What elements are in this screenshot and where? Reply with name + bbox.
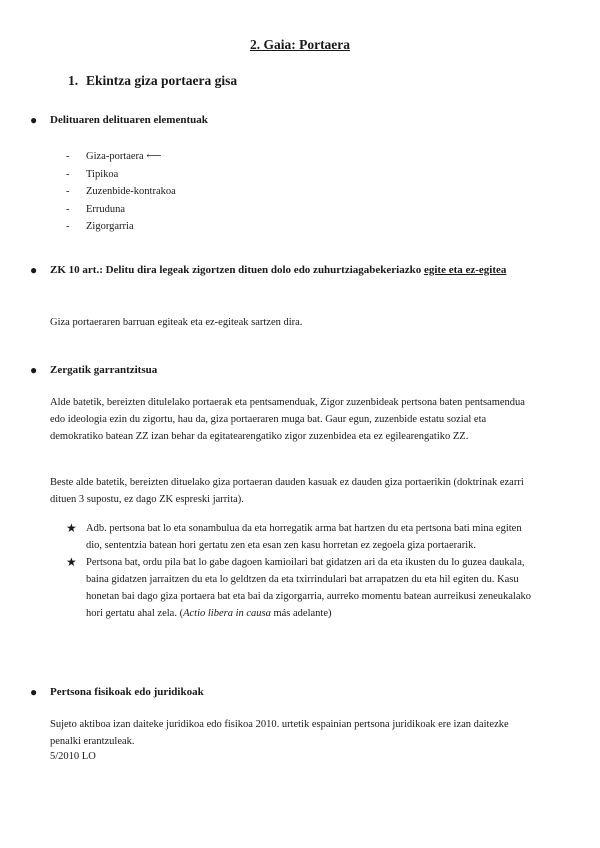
section3-heading (30, 362, 530, 379)
section1-heading (30, 112, 530, 129)
star-icon: ★ (66, 521, 77, 535)
bullet-icon: ● (30, 685, 38, 699)
subtitle-text: Ekintza giza portaera gisa (86, 73, 238, 88)
list-item: - Erruduna (66, 201, 176, 219)
bullet-icon: ● (30, 263, 38, 277)
bullet-icon: ● (30, 363, 38, 377)
section-subtitle (68, 73, 237, 89)
dash-icon: - (66, 186, 70, 197)
section3-paragraph1: Alde batetik, bereizten ditulelako portaerak eta pentsamenduak, Zigor zuzenbideak pertsona baten pentsamendua edo ideologia ezin du zigortu, hau da, giza portaeraren muga bat. Gaur egun, zuzenbide estatu sozial eta demokratiko batean ZZ izan behar da egitatearengatiko zigor zuzenbidea eta ez egilearengatiko ZZ. (50, 397, 525, 442)
dash-icon: - (66, 203, 70, 215)
section4-heading-text: Pertsona fisikoak edo juridikoak (50, 686, 204, 698)
list-item: - Zuzenbide-kontrakoa (66, 183, 176, 201)
left-arrow-icon: ⟵ (146, 151, 162, 162)
section4-reference: 5/2010 LO (50, 751, 96, 762)
section3-paragraph2: Beste alde batetik, bereizten dituelako giza portaeran dauden kasuak ez dauden giza portaerikin (doktrinak ezarri dituen 3 supostu, ez dago ZK espreski jarrita). (50, 477, 524, 505)
section3-heading-text: Zergatik garrantzitsua (50, 364, 158, 376)
page-title: 2. Gaia: Portaera (249, 37, 351, 52)
dash-icon: - (66, 168, 70, 180)
section2-paragraph: Giza portaeraren barruan egiteak eta ez-egiteak sartzen dira. (50, 317, 303, 328)
section2-heading-text: ZK 10 art.: Delitu dira legeak zigortzen dituen dolo edo zuhurtziagabekeriazko (50, 264, 424, 276)
section2-heading (30, 262, 530, 279)
bullet-icon: ● (30, 113, 38, 127)
examples-list (66, 520, 536, 622)
example2-latin-term: Actio libera in causa (183, 608, 271, 619)
list-item (66, 520, 536, 554)
elements-list (66, 148, 176, 236)
example1-text: Adb. pertsona bat lo eta sonambulua da eta horregatik arma bat hartzen du eta pertsona bati mina egiten dio, sententzia batean hori gertatu zen eta esan zen kasu horretan ez zegoela giza portaerarik. (86, 523, 522, 551)
section2-heading-underlined: egite eta ez-egitea (423, 264, 507, 276)
section1-heading-text: Delituaren delituaren elementuak (50, 114, 208, 126)
example2-end: más adelante) (270, 608, 332, 619)
dash-icon: - (66, 221, 70, 232)
dash-icon: - (66, 151, 70, 162)
section4-paragraph: Sujeto aktiboa izan daiteke juridikoa edo fisikoa 2010. urtetik espainian pertsona juridikoak ere izan daitezke penalki erantzuleak. (50, 719, 509, 747)
list-item (66, 554, 536, 622)
example2-text: Pertsona bat, ordu pila bat lo gabe dagoen kamioilari bat gidatzen ari da eta ikusten du lo guzea daukala, baina gidatzen jarraitzen du eta lo geldtzen da eta txirrindulari bat arrapatzen du eta hil egiten du. Kasu honetan bai dago giza portaera bat eta bai da zigorgarria, aurreko momentu batean aurreikusi zeneukalako hori gertatu ahal zela. ( (86, 557, 531, 619)
star-icon: ★ (66, 555, 77, 569)
subtitle-number: 1. (68, 73, 79, 88)
section4-heading (30, 684, 530, 701)
list-item: - Tipikoa (66, 166, 176, 184)
list-item: - Zigorgarria (66, 218, 176, 236)
list-item: - Giza-portaera ⟵ (66, 148, 176, 166)
